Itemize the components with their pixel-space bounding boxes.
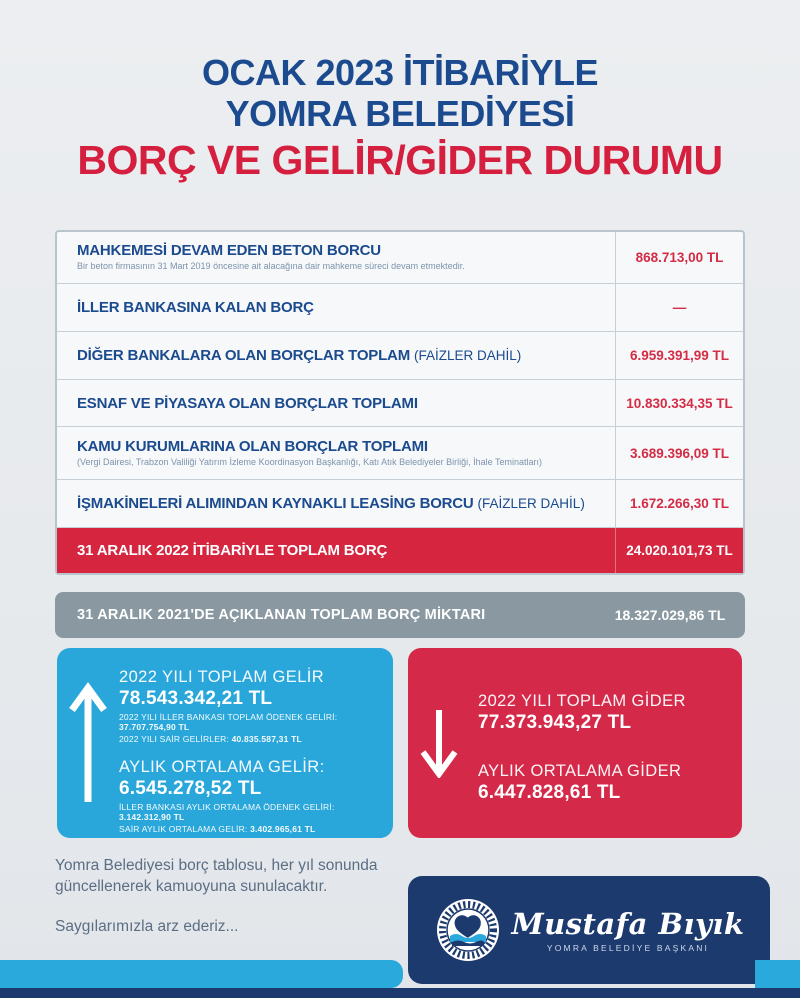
row-label: ESNAF VE PİYASAYA OLAN BORÇLAR TOPLAMI xyxy=(77,394,418,412)
income-detail-value: 3.142.312,90 TL xyxy=(119,812,185,822)
income-avg-title: AYLIK ORTALAMA GELİR: xyxy=(119,758,325,776)
table-row xyxy=(57,284,743,332)
title-line-1: OCAK 2023 İTİBARİYLE xyxy=(201,52,599,93)
row-sublabel: (Vergi Dairesi, Trabzon Valiliği Yatırım İzleme Koordinasyon Başkanlığı, Katı Atık Belediyeler Birliği, İhale Teminatları) xyxy=(77,456,543,467)
row-note: (FAİZLER DAHİL) xyxy=(413,348,522,363)
debt-table xyxy=(55,230,745,575)
table-row xyxy=(57,380,743,427)
title-line-2: YOMRA BELEDİYESİ xyxy=(225,93,575,135)
expense-avg-title: AYLIK ORTALAMA GİDER xyxy=(478,762,682,780)
row-sublabel: Bir beton firmasının 31 Mart 2019 öncesine ait alacağına dair mahkeme süreci devam etmektedir. xyxy=(77,261,465,272)
expense-total: 77.373.943,27 TL xyxy=(478,712,632,733)
expense-avg-total: 6.447.828,61 TL xyxy=(478,782,621,803)
table-row xyxy=(57,427,743,480)
income-title: 2022 YILI TOPLAM GELİR xyxy=(119,668,325,686)
previous-total-label: 31 ARALIK 2021'DE AÇIKLANAN TOPLAM BORÇ MİKTARI xyxy=(77,607,486,623)
bottom-cyan-band-left xyxy=(0,960,403,988)
income-detail-value: 37.707.754,90 TL xyxy=(119,722,190,732)
footer-note: Yomra Belediyesi borç tablosu, her yıl sonunda güncellenerek kamuoyuna sunulacaktır. xyxy=(55,857,378,895)
row-value: 10.830.334,35 TL xyxy=(615,380,743,426)
expense-title: 2022 YILI TOPLAM GİDER xyxy=(478,692,686,710)
income-detail-value: 40.835.587,31 TL xyxy=(231,734,302,744)
previous-total-bar xyxy=(55,592,745,638)
income-detail-label: İLLER BANKASI AYLIK ORTALAMA ÖDENEK GELİRİ: xyxy=(119,802,335,812)
income-detail-label: 2022 YILI SAİR GELİRLER: xyxy=(119,734,230,744)
signature-box xyxy=(408,876,770,984)
previous-total-value: 18.327.029,86 TL xyxy=(614,607,726,623)
income-detail-label: SAİR AYLIK ORTALAMA GELİR: xyxy=(119,824,248,834)
page-title xyxy=(0,52,800,184)
row-value: — xyxy=(615,284,743,331)
row-value: 3.689.396,09 TL xyxy=(615,427,743,479)
row-label: İŞMAKİNELERİ ALIMINDAN KAYNAKLI LEASİNG BORCU xyxy=(77,495,474,512)
row-label: MAHKEMESİ DEVAM EDEN BETON BORCU xyxy=(77,242,381,260)
title-line-3: BORÇ VE GELİR/GİDER DURUMU xyxy=(77,136,723,183)
total-debt-value: 24.020.101,73 TL xyxy=(615,528,743,573)
income-detail-label: 2022 YILI İLLER BANKASI TOPLAM ÖDENEK GELİRİ: xyxy=(119,712,338,722)
bottom-navy-band xyxy=(0,988,800,998)
income-total: 78.543.342,21 TL xyxy=(119,688,273,709)
total-debt-row xyxy=(57,528,743,573)
municipality-logo xyxy=(436,898,500,962)
row-label: DİĞER BANKALARA OLAN BORÇLAR TOPLAM xyxy=(77,347,410,364)
row-label: İLLER BANKASINA KALAN BORÇ xyxy=(77,299,314,316)
down-arrow-icon xyxy=(419,708,459,778)
row-note: (FAİZLER DAHİL) xyxy=(477,496,585,511)
income-panel xyxy=(57,648,393,838)
mayor-title: YOMRA BELEDİYE BAŞKANI xyxy=(546,943,710,953)
bottom-cyan-band-right xyxy=(755,960,800,988)
row-value: 6.959.391,99 TL xyxy=(615,332,743,379)
row-value: 868.713,00 TL xyxy=(615,232,743,283)
row-label: KAMU KURUMLARINA OLAN BORÇLAR TOPLAMI xyxy=(77,437,428,455)
table-row xyxy=(57,332,743,380)
total-debt-label: 31 ARALIK 2022 İTİBARİYLE TOPLAM BORÇ xyxy=(77,542,388,559)
expense-panel xyxy=(408,648,742,838)
mayor-name: Mustafa Bıyık xyxy=(511,907,745,941)
footer-regards: Saygılarımızla arz ederiz... xyxy=(55,918,239,935)
table-row xyxy=(57,232,743,284)
table-row xyxy=(57,480,743,528)
up-arrow-icon xyxy=(68,682,108,804)
income-avg-total: 6.545.278,52 TL xyxy=(119,778,262,799)
income-detail-value: 3.402.965,61 TL xyxy=(250,824,316,834)
row-value: 1.672.266,30 TL xyxy=(615,480,743,527)
